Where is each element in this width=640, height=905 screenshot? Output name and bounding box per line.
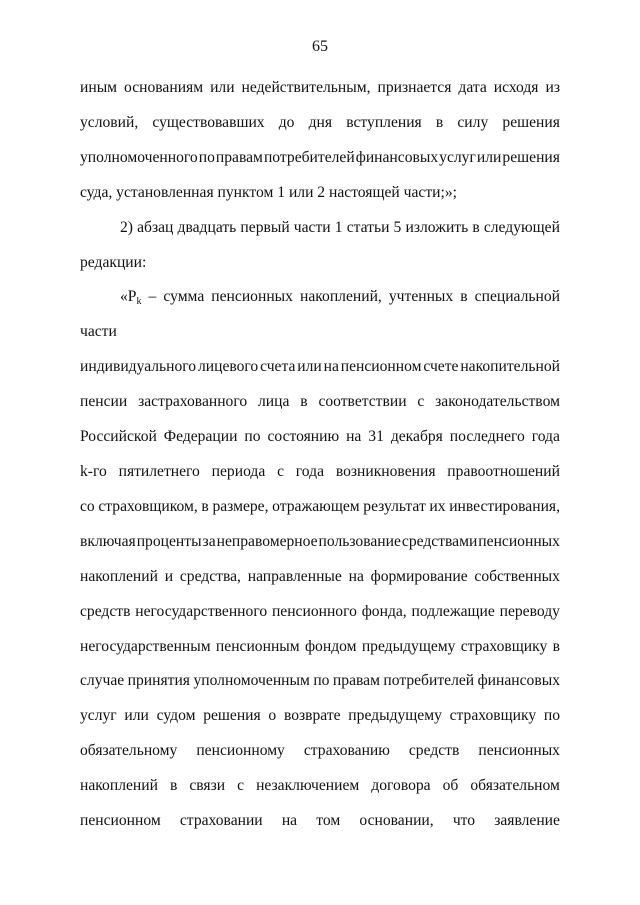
word: решения bbox=[502, 148, 560, 166]
word: по bbox=[543, 707, 560, 725]
word: на bbox=[281, 812, 298, 830]
word: финансовых bbox=[355, 148, 439, 166]
word: пенсионным bbox=[215, 637, 300, 655]
word: из bbox=[545, 79, 560, 96]
word: правоотношений bbox=[447, 462, 560, 480]
word: с bbox=[417, 393, 425, 411]
text-line-formula bbox=[80, 280, 560, 350]
word: статьи bbox=[346, 218, 390, 236]
word: подлежащие bbox=[411, 602, 495, 620]
word: собственных bbox=[474, 567, 560, 585]
text-line bbox=[80, 141, 560, 176]
paragraph-3 bbox=[80, 280, 560, 839]
word: обязательному bbox=[80, 742, 178, 760]
word: фондом bbox=[304, 637, 357, 655]
word: основании, bbox=[359, 812, 434, 830]
word: на bbox=[323, 358, 339, 376]
word: связи bbox=[189, 777, 226, 795]
word: с bbox=[237, 777, 245, 795]
word: возникновения bbox=[335, 462, 436, 480]
word: средства, bbox=[179, 567, 241, 585]
word: следующей bbox=[483, 218, 560, 236]
word: вступления bbox=[346, 113, 422, 131]
word: признается bbox=[377, 79, 452, 96]
word: проценты bbox=[136, 532, 202, 550]
word: негосударственным bbox=[80, 637, 211, 655]
paragraph-2 bbox=[80, 211, 560, 281]
word: силу bbox=[457, 113, 489, 131]
word: со bbox=[80, 497, 95, 515]
word: и bbox=[164, 567, 174, 585]
word: решения bbox=[203, 707, 261, 725]
word: состоянию bbox=[267, 428, 340, 446]
word: обязательном bbox=[470, 777, 560, 795]
text-line bbox=[80, 630, 560, 665]
word: пенсионных bbox=[478, 742, 560, 760]
formula-subscript: k bbox=[136, 296, 142, 308]
word: об bbox=[442, 777, 459, 795]
text-line bbox=[80, 71, 560, 106]
word: результат bbox=[363, 497, 426, 515]
text-line: редакции: bbox=[80, 253, 147, 271]
word: иным bbox=[80, 79, 118, 96]
word: отражающем bbox=[272, 497, 360, 515]
word: периода bbox=[211, 462, 266, 480]
word: страховщику bbox=[460, 637, 548, 655]
text-line bbox=[80, 106, 560, 141]
text-line bbox=[80, 734, 560, 769]
word: пенсии bbox=[80, 393, 128, 411]
word: пользование bbox=[318, 532, 401, 550]
word: правам bbox=[215, 148, 263, 166]
word: Федерации bbox=[163, 428, 238, 446]
word: в bbox=[435, 113, 444, 131]
word: Российской bbox=[80, 428, 157, 446]
word: пенсионных bbox=[478, 532, 560, 550]
word: пятилетнего bbox=[118, 462, 200, 480]
text-line bbox=[80, 804, 560, 839]
word: 2) bbox=[120, 218, 133, 236]
word: в bbox=[472, 218, 480, 236]
word: в bbox=[552, 637, 560, 655]
word: формирование bbox=[370, 567, 468, 585]
word: в bbox=[169, 777, 178, 795]
word: неправомерное bbox=[216, 532, 318, 550]
word: 1 bbox=[334, 218, 343, 236]
paragraph-1 bbox=[80, 71, 560, 211]
text-line bbox=[80, 525, 560, 560]
page-number: 65 bbox=[312, 38, 328, 55]
word: с bbox=[277, 462, 284, 480]
word: k-го bbox=[80, 462, 107, 480]
word: индивидуального bbox=[80, 358, 197, 376]
word: инвестирования, bbox=[449, 497, 560, 515]
word: или bbox=[476, 148, 502, 166]
word: счета bbox=[260, 358, 296, 376]
word: средств bbox=[408, 742, 460, 760]
formula-definition: – сумма пенсионных накоплений, учтенных в специальной части bbox=[80, 288, 560, 341]
word: части bbox=[293, 218, 331, 236]
text-line bbox=[80, 699, 560, 734]
text-line bbox=[80, 420, 560, 455]
word: пенсионному bbox=[196, 742, 285, 760]
word: судом bbox=[156, 707, 196, 725]
word: декабря bbox=[390, 428, 443, 446]
word: счете bbox=[423, 358, 459, 376]
word: на bbox=[346, 428, 362, 446]
word: в bbox=[300, 393, 308, 411]
word: возврате bbox=[283, 707, 341, 725]
word: принятия bbox=[127, 672, 190, 690]
word: или bbox=[124, 707, 149, 725]
word: или bbox=[210, 79, 235, 96]
text-line bbox=[80, 455, 560, 490]
document-body bbox=[80, 71, 560, 839]
word: накопительной bbox=[460, 358, 560, 376]
word: пенсионном bbox=[80, 812, 161, 830]
word: или bbox=[297, 358, 322, 376]
word: страховании bbox=[179, 812, 263, 830]
word: случае bbox=[80, 672, 125, 690]
word: потребителей bbox=[263, 148, 355, 166]
word: на bbox=[348, 567, 364, 585]
word: страховщиком, bbox=[98, 497, 198, 515]
word: о bbox=[268, 707, 277, 725]
text-line bbox=[80, 560, 560, 595]
word: абзац bbox=[137, 218, 174, 236]
word: финансовых bbox=[477, 672, 560, 690]
word: правам bbox=[332, 672, 380, 690]
word: договора bbox=[371, 777, 431, 795]
word: первый bbox=[240, 218, 290, 236]
word: незаключением bbox=[256, 777, 360, 795]
word: негосударственного bbox=[135, 602, 268, 620]
word: по bbox=[313, 672, 330, 690]
word: условий, bbox=[80, 113, 139, 131]
text-line bbox=[80, 385, 560, 420]
word: предыдущему bbox=[361, 637, 456, 655]
word: лицевого bbox=[197, 358, 259, 376]
word: включая bbox=[80, 532, 136, 550]
word: исходя bbox=[493, 79, 539, 96]
word: основаниям bbox=[124, 79, 204, 96]
word: в bbox=[201, 497, 209, 515]
word: года bbox=[531, 428, 560, 446]
word: по bbox=[198, 148, 215, 166]
word: 31 bbox=[368, 428, 384, 446]
word: существовавших bbox=[152, 113, 265, 131]
word: соответствии bbox=[318, 393, 407, 411]
word: средств bbox=[80, 602, 131, 620]
word: дата bbox=[458, 79, 487, 96]
word: услуг bbox=[80, 707, 117, 725]
word: направленные bbox=[247, 567, 342, 585]
text-line bbox=[80, 350, 560, 385]
word: страхованию bbox=[303, 742, 390, 760]
word: что bbox=[452, 812, 476, 830]
word: заявление bbox=[494, 812, 560, 830]
word: застрахованного bbox=[138, 393, 248, 411]
word: по bbox=[244, 428, 261, 446]
word: страховщику bbox=[449, 707, 537, 725]
word: фонда, bbox=[361, 602, 407, 620]
word: их bbox=[429, 497, 446, 515]
word: потребителей bbox=[383, 672, 475, 690]
word: накоплений bbox=[80, 567, 158, 585]
word: накоплений bbox=[80, 777, 158, 795]
text-line: суда, установленная пунктом 1 или 2 настоящей части;»; bbox=[80, 183, 457, 201]
word: последнего bbox=[449, 428, 525, 446]
text-line bbox=[80, 595, 560, 630]
word: предыдущему bbox=[348, 707, 442, 725]
word: изложить bbox=[405, 218, 469, 236]
word: услуг bbox=[439, 148, 476, 166]
word: до bbox=[278, 113, 295, 131]
word: уполномоченным bbox=[193, 672, 310, 690]
word: года bbox=[295, 462, 325, 480]
text-line bbox=[80, 664, 560, 699]
word: средствами bbox=[401, 532, 478, 550]
word: том bbox=[316, 812, 341, 830]
word: размере, bbox=[212, 497, 269, 515]
word: решения bbox=[502, 113, 560, 131]
word: переводу bbox=[499, 602, 560, 620]
word: недействительным, bbox=[241, 79, 371, 96]
word: за bbox=[202, 532, 216, 550]
word: дня bbox=[308, 113, 333, 131]
word: пенсионного bbox=[271, 602, 357, 620]
word: двадцать bbox=[177, 218, 237, 236]
text-line bbox=[80, 211, 560, 246]
word: 5 bbox=[393, 218, 402, 236]
word: законодательством bbox=[435, 393, 560, 411]
word: уполномоченного bbox=[80, 148, 198, 166]
text-line bbox=[80, 490, 560, 525]
word: пенсионном bbox=[340, 358, 422, 376]
text-line bbox=[80, 769, 560, 804]
formula-symbol: «P bbox=[120, 288, 137, 306]
word: лица bbox=[258, 393, 290, 411]
